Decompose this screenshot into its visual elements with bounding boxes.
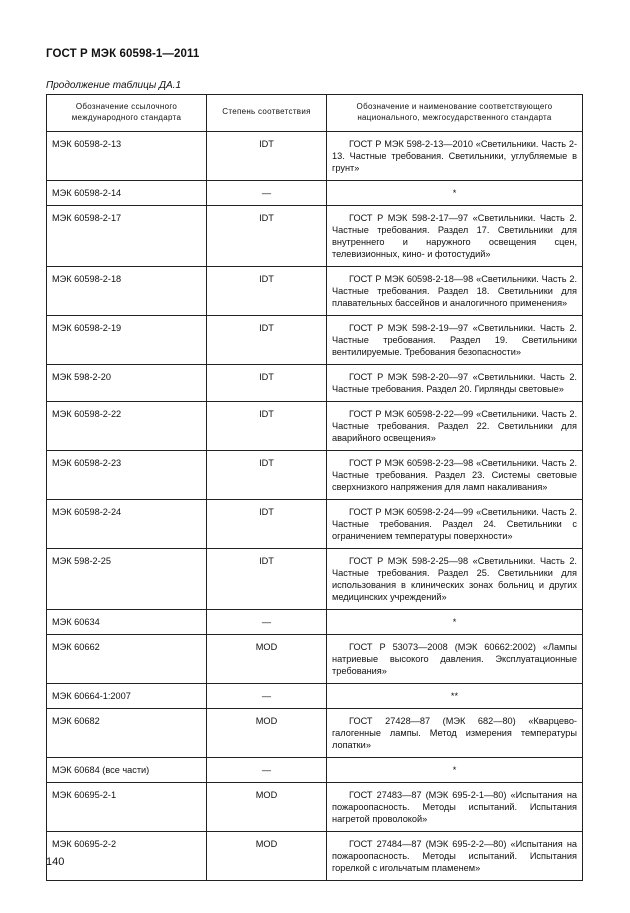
cell-national-standard: ГОСТ 27483—87 (МЭК 695-2-1—80) «Испытания на пожароопасность. Методы испытаний. Испытания нагретой проволокой» — [327, 783, 583, 832]
table-row — [47, 402, 583, 451]
cell-national-standard: ГОСТ Р МЭК 598-2-25—98 «Светильники. Часть 2. Частные требования. Раздел 25. Светильники для использования в клинических зонах больниц и других медицинских учреждений» — [327, 549, 583, 610]
table-row — [47, 316, 583, 365]
cell-designation: МЭК 60598-2-22 — [47, 402, 207, 451]
cell-designation: МЭК 60598-2-14 — [47, 181, 207, 206]
cell-national-standard: ГОСТ Р МЭК 598-2-19—97 «Светильники. Часть 2. Частные требования. Раздел 19. Светильники вентилируемые. Требования безопасности» — [327, 316, 583, 365]
table-header-row — [47, 95, 583, 132]
cell-designation: МЭК 60695-2-2 — [47, 832, 207, 881]
cell-national-standard: ГОСТ Р МЭК 598-2-20—97 «Светильники. Часть 2. Частные требования. Раздел 20. Гирлянды световые» — [327, 365, 583, 402]
table-row — [47, 267, 583, 316]
column-header-international: Обозначение ссылочного международного стандарта — [47, 95, 207, 132]
cell-degree: — — [207, 684, 327, 709]
table-row — [47, 832, 583, 881]
cell-designation: МЭК 60598-2-19 — [47, 316, 207, 365]
cell-degree: IDT — [207, 132, 327, 181]
standards-table — [46, 94, 583, 881]
cell-designation: МЭК 598-2-20 — [47, 365, 207, 402]
cell-degree: IDT — [207, 500, 327, 549]
cell-degree: — — [207, 181, 327, 206]
cell-degree: IDT — [207, 267, 327, 316]
cell-degree: MOD — [207, 783, 327, 832]
table-row — [47, 500, 583, 549]
cell-degree: IDT — [207, 206, 327, 267]
cell-designation: МЭК 60664-1:2007 — [47, 684, 207, 709]
cell-designation: МЭК 60598-2-24 — [47, 500, 207, 549]
cell-national-standard: * — [327, 181, 583, 206]
cell-degree: IDT — [207, 451, 327, 500]
cell-designation: МЭК 60634 — [47, 610, 207, 635]
cell-designation: МЭК 60598-2-23 — [47, 451, 207, 500]
cell-degree: IDT — [207, 402, 327, 451]
table-row — [47, 181, 583, 206]
cell-national-standard: ГОСТ Р 53073—2008 (МЭК 60662:2002) «Лампы натриевые высокого давления. Эксплуатационные требования» — [327, 635, 583, 684]
cell-designation: МЭК 598-2-25 — [47, 549, 207, 610]
cell-designation: МЭК 60682 — [47, 709, 207, 758]
table-row — [47, 365, 583, 402]
page-number: 140 — [46, 856, 65, 868]
cell-degree: IDT — [207, 365, 327, 402]
cell-designation: МЭК 60684 (все части) — [47, 758, 207, 783]
table-row — [47, 549, 583, 610]
cell-national-standard: ГОСТ Р МЭК 60598-2-22—99 «Светильники. Часть 2. Частные требования. Раздел 22. Светильники для аварийного освещения» — [327, 402, 583, 451]
cell-designation: МЭК 60695-2-1 — [47, 783, 207, 832]
column-header-degree: Степень соответствия — [207, 95, 327, 132]
cell-national-standard: ГОСТ Р МЭК 60598-2-18—98 «Светильники. Часть 2. Частные требования. Раздел 18. Светильники для плавательных бассейнов и аналогичного применения» — [327, 267, 583, 316]
table-row — [47, 758, 583, 783]
cell-national-standard: * — [327, 758, 583, 783]
cell-degree: IDT — [207, 316, 327, 365]
cell-national-standard: ГОСТ Р МЭК 598-2-17—97 «Светильники. Часть 2. Частные требования. Раздел 17. Светильники для внутреннего и наружного освещения сцен, телевизионных, кино- и фотостудий» — [327, 206, 583, 267]
column-header-national: Обозначение и наименование соответствующего национального, межгосударственного стандарта — [327, 95, 583, 132]
document-header: ГОСТ Р МЭК 60598-1—2011 — [46, 48, 200, 60]
cell-degree: — — [207, 758, 327, 783]
table-row — [47, 709, 583, 758]
cell-national-standard: ГОСТ Р МЭК 598-2-13—2010 «Светильники. Часть 2-13. Частные требования. Светильники, углубляемые в грунт» — [327, 132, 583, 181]
table-row — [47, 132, 583, 181]
cell-degree: MOD — [207, 832, 327, 881]
cell-national-standard: * — [327, 610, 583, 635]
cell-national-standard: ГОСТ Р МЭК 60598-2-24—99 «Светильники. Часть 2. Частные требования. Раздел 24. Светильники с ограничением температуры поверхности» — [327, 500, 583, 549]
cell-degree: — — [207, 610, 327, 635]
cell-national-standard: ГОСТ Р МЭК 60598-2-23—98 «Светильники. Часть 2. Частные требования. Раздел 23. Системы световые сверхнизкого напряжения для ламп накаливания» — [327, 451, 583, 500]
table-row — [47, 635, 583, 684]
table-row — [47, 206, 583, 267]
cell-degree: MOD — [207, 635, 327, 684]
table-row — [47, 783, 583, 832]
cell-national-standard: ГОСТ 27428—87 (МЭК 682—80) «Кварцево-галогенные лампы. Метод измерения температуры лопатки» — [327, 709, 583, 758]
cell-designation: МЭК 60598-2-17 — [47, 206, 207, 267]
table-caption: Продолжение таблицы ДА.1 — [46, 80, 182, 91]
cell-designation: МЭК 60662 — [47, 635, 207, 684]
cell-national-standard: ГОСТ 27484—87 (МЭК 695-2-2—80) «Испытания на пожароопасность. Методы испытаний. Испытания горелкой с игольчатым пламенем» — [327, 832, 583, 881]
cell-national-standard: ** — [327, 684, 583, 709]
table-row — [47, 451, 583, 500]
cell-degree: MOD — [207, 709, 327, 758]
cell-degree: IDT — [207, 549, 327, 610]
table-row — [47, 684, 583, 709]
cell-designation: МЭК 60598-2-13 — [47, 132, 207, 181]
cell-designation: МЭК 60598-2-18 — [47, 267, 207, 316]
table-row — [47, 610, 583, 635]
